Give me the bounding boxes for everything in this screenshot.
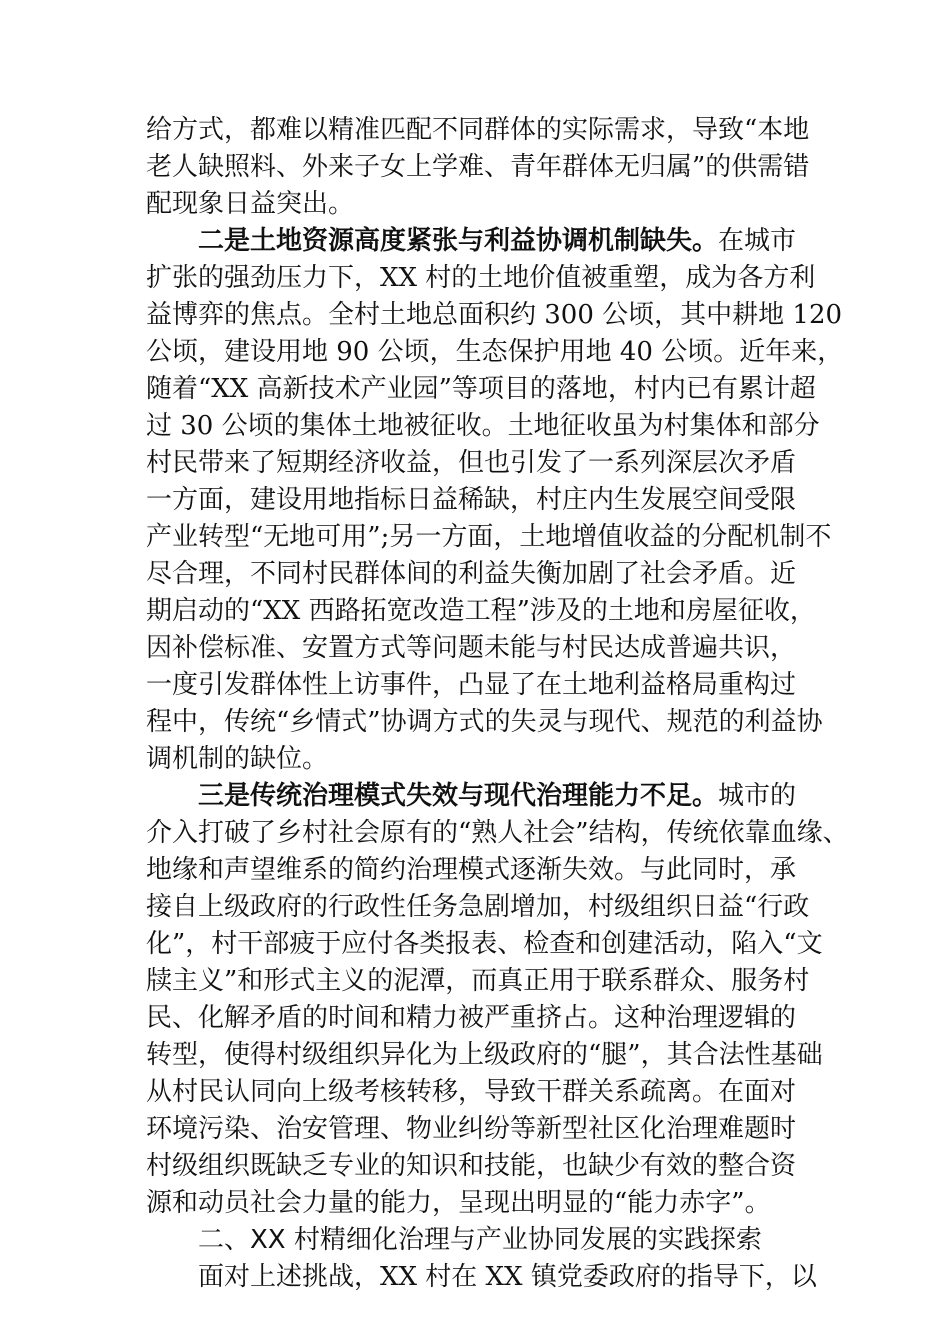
text-line: 环境污染、治安管理、物业纠纷等新型社区化治理难题时 <box>146 1114 797 1144</box>
text-line: 村级组织既缺乏专业的知识和技能，也缺少有效的整合资 <box>146 1151 797 1181</box>
text-line: 地缘和声望维系的简约治理模式逐渐失效。与此同时，承 <box>146 855 797 885</box>
text-line: 转型，使得村级组织异化为上级政府的“腿”，其合法性基础 <box>146 1040 823 1070</box>
text-line: 产业转型“无地可用”;另一方面，土地增值收益的分配机制不 <box>146 522 832 552</box>
text-run: 城市的 <box>718 781 797 811</box>
text-line: 从村民认同向上级考核转移，导致干群关系疏离。在面对 <box>146 1077 797 1107</box>
text-line: 接自上级政府的行政性任务急剧增加，村级组织日益“行政 <box>146 892 810 922</box>
text-line: 介入打破了乡村社会原有的“熟人社会”结构，传统依靠血缘、 <box>146 818 849 848</box>
text-line: 化”，村干部疲于应付各类报表、检查和创建活动，陷入“文 <box>146 929 823 959</box>
text-line: 尽合理，不同村民群体间的利益失衡加剧了社会矛盾。近 <box>146 559 797 589</box>
text-line: 老人缺照料、外来子女上学难、青年群体无归属”的供需错 <box>146 152 810 182</box>
text-line: 公顷，建设用地 90 公顷，生态保护用地 40 公顷。近年来， <box>146 337 844 367</box>
text-line: 一方面，建设用地指标日益稀缺，村庄内生发展空间受限 <box>146 485 797 515</box>
text-line: 牍主义”和形式主义的泥潭，而真正用于联系群众、服务村 <box>146 966 810 996</box>
text-line: 村民带来了短期经济收益，但也引发了一系列深层次矛盾 <box>146 448 797 478</box>
text-line: 面对上述挑战，XX 村在 XX 镇党委政府的指导下，以 <box>198 1262 817 1292</box>
text-line: 扩张的强劲压力下，XX 村的土地价值被重塑，成为各方利 <box>146 263 816 293</box>
text-line: 因补偿标准、安置方式等问题未能与村民达成普遍共识， <box>146 633 797 663</box>
text-line: 给方式，都难以精准匹配不同群体的实际需求，导致“本地 <box>146 115 810 145</box>
text-line: 源和动员社会力量的能力，呈现出明显的“能力赤字”。 <box>146 1188 771 1218</box>
bold-lead-sentence: 三是传统治理模式失效与现代治理能力不足。 <box>198 781 719 811</box>
text-line: 程中，传统“乡情式”协调方式的失灵与现代、规范的利益协 <box>146 707 823 737</box>
text-line: 期启动的“XX 西路拓宽改造工程”涉及的土地和房屋征收， <box>146 596 816 626</box>
text-line: 益博弈的焦点。全村土地总面积约 300 公顷，其中耕地 120 <box>146 300 843 330</box>
text-run: 在城市 <box>718 226 797 256</box>
text-line: 民、化解矛盾的时间和精力被严重挤占。这种治理逻辑的 <box>146 1003 797 1033</box>
paragraph-line-with-lead <box>198 778 796 814</box>
section-heading: 二、XX 村精细化治理与产业协同发展的实践探索 <box>198 1225 762 1255</box>
text-line: 配现象日益突出。 <box>146 189 355 219</box>
bold-lead-sentence: 二是土地资源高度紧张与利益协调机制缺失。 <box>198 226 719 256</box>
paragraph-line-with-lead <box>198 223 796 259</box>
text-line: 一度引发群体性上访事件，凸显了在土地利益格局重构过 <box>146 670 797 700</box>
text-line: 随着“XX 高新技术产业园”等项目的落地，村内已有累计超 <box>146 374 816 404</box>
text-line: 过 30 公顷的集体土地被征收。土地征收虽为村集体和部分 <box>146 411 820 441</box>
text-line: 调机制的缺位。 <box>146 744 329 774</box>
